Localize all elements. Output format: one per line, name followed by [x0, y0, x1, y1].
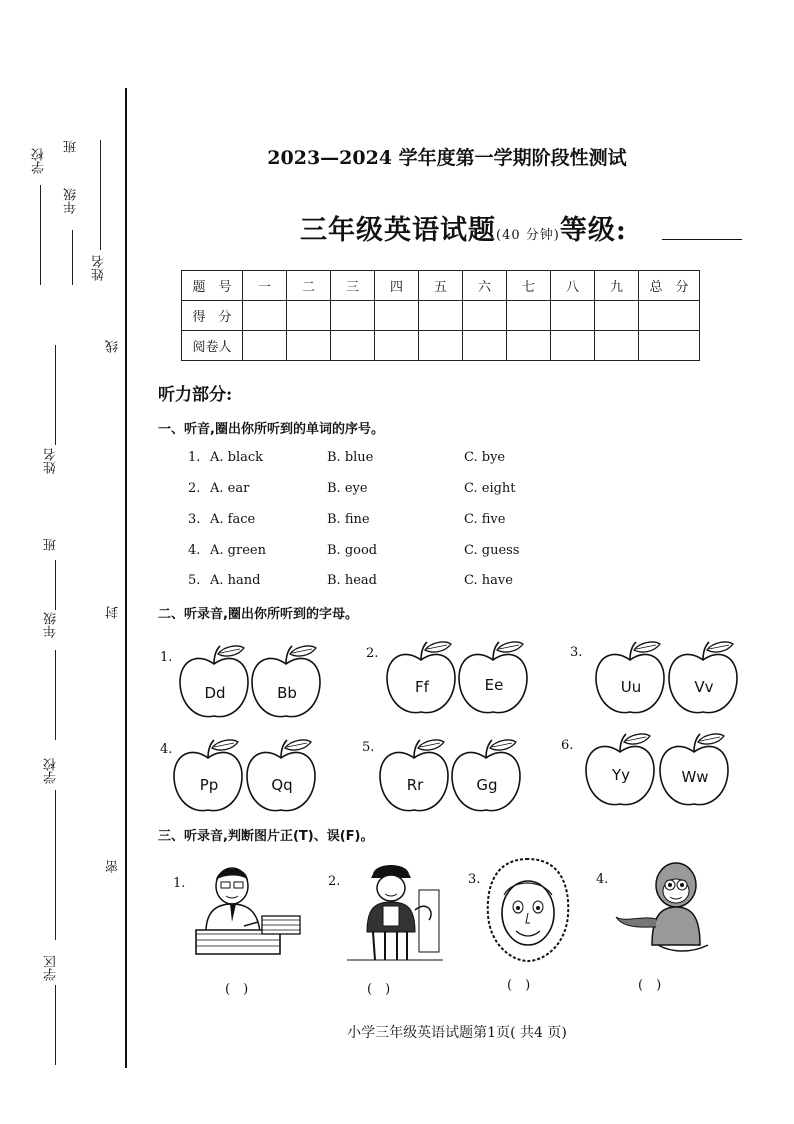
option-c[interactable]: C. have: [464, 573, 513, 588]
option-a[interactable]: A. hand: [210, 573, 261, 588]
apple-choice[interactable]: [385, 640, 459, 718]
score-cell[interactable]: [551, 301, 595, 331]
score-cell[interactable]: [595, 301, 639, 331]
listening-section-title: 听力部分:: [158, 385, 233, 405]
grader-cell[interactable]: [507, 331, 551, 361]
letter-pair: Dd: [204, 684, 226, 702]
grader-cell[interactable]: [331, 331, 375, 361]
sidebar-cut-line-char: 线: [106, 340, 121, 353]
group-number: 6.: [561, 738, 574, 753]
option-b[interactable]: B. good: [327, 543, 378, 558]
answer-blank[interactable]: ( ): [225, 982, 249, 997]
police-officer-icon: [345, 860, 445, 966]
group-number: 3.: [570, 645, 583, 660]
column-head: 三: [331, 271, 375, 301]
column-head: 五: [419, 271, 463, 301]
binding-separator-line: [125, 88, 127, 1068]
grader-cell[interactable]: [243, 331, 287, 361]
answer-blank[interactable]: ( ): [507, 978, 531, 993]
apple-choice[interactable]: [584, 732, 658, 810]
score-cell[interactable]: [419, 301, 463, 331]
score-cell[interactable]: [243, 301, 287, 331]
apple-choice[interactable]: [172, 738, 246, 816]
letter-pair: Uu: [620, 678, 642, 696]
exam-title: 2023—2024 学年度第一学期阶段性测试: [267, 147, 627, 169]
sidebar-field-line: [55, 790, 56, 940]
apple-choice[interactable]: [250, 644, 324, 722]
apple-choice[interactable]: [178, 644, 252, 722]
answer-blank[interactable]: ( ): [367, 982, 391, 997]
sidebar-field-line: [55, 345, 56, 445]
apple-choice[interactable]: [245, 738, 319, 816]
score-cell[interactable]: [507, 301, 551, 331]
option-number: 2.: [188, 481, 201, 496]
sidebar-label-grade-top: 年级: [64, 188, 79, 214]
row-head: 题 号: [182, 271, 243, 301]
option-a[interactable]: A. green: [210, 543, 266, 558]
letter-pair: Vv: [694, 678, 714, 696]
sidebar-seal-char: 封: [106, 606, 121, 619]
grade-label: 等级:: [559, 215, 627, 246]
score-cell[interactable]: [287, 301, 331, 331]
column-head: 九: [595, 271, 639, 301]
sidebar-label-name: 姓名: [44, 448, 59, 474]
question-2-title: 二、听录音,圈出你所听到的字母。: [158, 607, 358, 622]
grader-cell[interactable]: [639, 331, 700, 361]
letter-pair: Ee: [484, 676, 504, 694]
group-number: 5.: [362, 740, 375, 755]
exam-subject-title: [300, 208, 627, 247]
letter-pair: Gg: [476, 776, 498, 794]
sidebar-label-school-top: 学校: [32, 148, 47, 174]
option-b[interactable]: B. head: [327, 573, 377, 588]
apple-choice[interactable]: [594, 640, 668, 718]
question-1-title: 一、听音,圈出你所听到的单词的序号。: [158, 422, 384, 437]
apple-icon: [178, 644, 252, 722]
score-cell[interactable]: [331, 301, 375, 331]
grader-cell[interactable]: [463, 331, 507, 361]
option-c[interactable]: C. bye: [464, 450, 506, 465]
score-cell[interactable]: [639, 301, 700, 331]
option-number: 3.: [188, 512, 201, 527]
group-number: 2.: [366, 646, 379, 661]
group-number: 1.: [160, 650, 173, 665]
grader-cell[interactable]: [375, 331, 419, 361]
option-c[interactable]: C. five: [464, 512, 506, 527]
grader-cell[interactable]: [287, 331, 331, 361]
exam-duration: (40 分钟): [496, 228, 560, 243]
column-head: 四: [375, 271, 419, 301]
column-head: 二: [287, 271, 331, 301]
score-table-grader-row: [182, 331, 700, 361]
sidebar-label-class-top: 班: [64, 140, 79, 153]
option-c[interactable]: C. guess: [464, 543, 520, 558]
sidebar-field-line: [55, 650, 56, 740]
letter-pair: Ff: [415, 678, 429, 696]
option-b[interactable]: B. blue: [327, 450, 374, 465]
row-head: 得 分: [182, 301, 243, 331]
apple-choice[interactable]: [658, 732, 732, 810]
girl-face-icon: [482, 855, 574, 965]
column-head-total: 总 分: [639, 271, 700, 301]
option-a[interactable]: A. face: [210, 512, 256, 527]
apple-choice[interactable]: [457, 640, 531, 718]
sidebar-label-class: 班: [44, 538, 59, 551]
letter-pair: Yy: [611, 766, 631, 784]
subject-name: 三年级英语试题: [300, 215, 496, 246]
apple-choice[interactable]: [667, 640, 741, 718]
score-cell[interactable]: [463, 301, 507, 331]
sidebar-field-line: [40, 185, 41, 285]
letter-pair: Rr: [406, 776, 424, 794]
option-c[interactable]: C. eight: [464, 481, 516, 496]
man-at-desk-icon: [192, 862, 304, 962]
grader-cell[interactable]: [551, 331, 595, 361]
column-head: 七: [507, 271, 551, 301]
column-head: 一: [243, 271, 287, 301]
picture-number: 2.: [328, 874, 341, 889]
row-head: 阅卷人: [182, 331, 243, 361]
score-cell[interactable]: [375, 301, 419, 331]
sidebar-label-grade: 年级: [44, 612, 59, 638]
grader-cell[interactable]: [595, 331, 639, 361]
column-head: 六: [463, 271, 507, 301]
option-number: 1.: [188, 450, 201, 465]
page-footer: 小学三年级英语试题第1页( 共4 页): [347, 1025, 567, 1041]
picture-number: 4.: [596, 872, 609, 887]
apple-icon: [250, 644, 324, 722]
picture-number: 3.: [468, 872, 481, 887]
option-b[interactable]: B. fine: [327, 512, 370, 527]
answer-blank[interactable]: ( ): [638, 978, 662, 993]
group-number: 4.: [160, 742, 173, 757]
sidebar-label-name-top: 姓名: [92, 255, 107, 281]
option-number: 5.: [188, 573, 201, 588]
picture-number: 1.: [173, 876, 186, 891]
score-table-header-row: [182, 271, 700, 301]
apple-choice[interactable]: [450, 738, 524, 816]
sidebar-seal-char-mi: 密: [106, 860, 121, 873]
column-head: 八: [551, 271, 595, 301]
letter-pair: Qq: [271, 776, 293, 794]
option-a[interactable]: A. ear: [210, 481, 250, 496]
letter-pair: Bb: [277, 684, 297, 702]
score-table: [181, 270, 700, 361]
apple-choice[interactable]: [378, 738, 452, 816]
grader-cell[interactable]: [419, 331, 463, 361]
option-a[interactable]: A. black: [210, 450, 264, 465]
monkey-icon: [612, 855, 712, 955]
sidebar-label-school: 学校: [44, 758, 59, 784]
letter-pair: Pp: [199, 776, 219, 794]
option-b[interactable]: B. eye: [327, 481, 368, 496]
question-3-title: 三、听录音,判断图片正(T)、误(F)。: [158, 829, 374, 844]
option-number: 4.: [188, 543, 201, 558]
grade-field[interactable]: [662, 239, 742, 240]
score-table-score-row: [182, 301, 700, 331]
sidebar-field-line: [55, 560, 56, 610]
letter-pair: Ww: [681, 768, 709, 786]
sidebar-field-line: [72, 230, 73, 285]
sidebar-label-district: 学区: [44, 955, 59, 981]
